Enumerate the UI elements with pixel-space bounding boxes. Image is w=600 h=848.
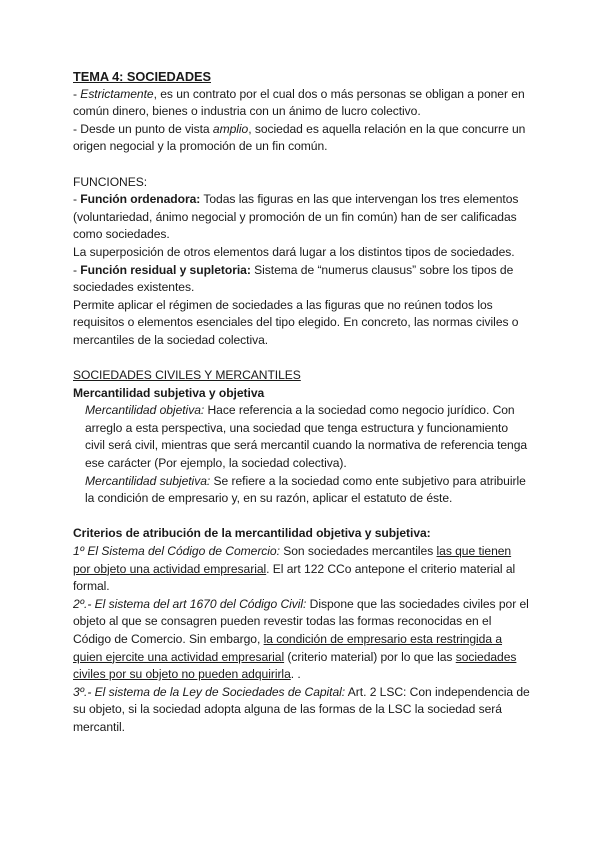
criterio-2-text-end: . . [290,667,301,682]
funcion-residual [73,262,530,297]
funcion-ordenadora-note: La superposición de otros elementos dará lugar a los distintos tipos de sociedades. [73,244,515,259]
criterio-3-title: 3º.- El sistema de la Ley de Sociedades de Capital: [73,684,346,699]
criterio-3-text: Art. 2 LSC: Con independencia de su objeto, si la sociedad adopta alguna de las formas de la LSC la sociedad será mercantil. [73,684,530,734]
criterio-lsc [73,684,530,737]
term-subjetiva: Mercantilidad subjetiva: [85,473,211,488]
spacer [73,350,530,368]
criterio-2-text: Dispone que las sociedades civiles por el objeto al que se consagren pueden revestir todas las formas reconocidas en el Código de Comercio. Sin embargo, [73,596,529,646]
funcion-residual-label: Función residual y supletoria: [80,262,251,277]
section-heading-funciones: FUNCIONES: [73,174,148,189]
funcion-ordenadora-text: Todas las figuras en las que intervengan los tres elementos (voluntariedad, ánimo negocial y promoción de un fin común) han de ser calificadas como sociedades. [73,192,519,242]
page-title: TEMA 4: SOCIEDADES [73,69,211,84]
term-amplio: amplio [212,121,249,136]
section-heading-civiles: SOCIEDADES CIVILES Y MERCANTILES [73,368,301,383]
criterio-2-text-mid: (criterio material) por lo que las [284,649,456,664]
funcion-ordenadora-label: Función ordenadora: [80,192,201,207]
spacer [73,156,530,174]
criterio-2-underlined-a: la condición de empresario esta restringida a quien ejercite una actividad empresarial [73,632,503,664]
term-estrictamente: Estrictamente [80,86,154,101]
criterio-codigo-civil [73,596,530,684]
definition-broad [73,121,530,156]
criterio-1-text-end: . El art 122 CCo antepone el criterio material al formal. [73,561,516,594]
document-page [73,68,530,737]
criterio-2-underlined-b: sociedades civiles por su objeto no pueden adquirirla [73,649,517,682]
criterio-1-underlined: las que tienen por objeto una actividad empresarial [73,544,512,576]
funcion-residual-note: Permite aplicar el régimen de sociedades a las figuras que no reúnen todos los requisitos o elementos esenciales del tipo elegido. En concreto, las normas civiles o mercantiles de la sociedad colectiva. [73,297,519,347]
section-heading-criterios: Criterios de atribución de la mercantilidad objetiva y subjetiva: [73,526,431,541]
term-objetiva: Mercantilidad objetiva: [85,403,205,418]
mercantilidad-subjetiva-text: Se refiere a la sociedad como ente subjetivo para atribuirle la condición de empresario y, en su razón, aplicar el estatuto de éste. [85,473,526,506]
dash: - [73,262,81,277]
definition-strict-text: , es un contrato por el cual dos o más personas se obligan a poner en común dinero, bienes o industria con un ánimo de lucro colectivo. [73,86,525,119]
criterio-1-text: Son sociedades mercantiles [279,544,437,559]
definition-strict [73,86,530,121]
criterio-1-title: 1º El Sistema del Código de Comercio: [73,544,280,559]
dash: - [73,192,81,207]
criterio-codigo-comercio [73,543,530,596]
funcion-ordenadora [73,191,530,244]
subheading-mercantilidad: Mercantilidad subjetiva y objetiva [73,385,265,400]
funcion-residual-text: Sistema de “numerus clausus” sobre los tipos de sociedades existentes. [73,262,514,295]
definition-broad-text: , sociedad es aquella relación en la que concurre un origen negocial y la promoción de un fin común. [73,121,526,154]
mercantilidad-subjetiva [73,473,530,508]
mercantilidad-objetiva [73,402,530,472]
mercantilidad-objetiva-text: Hace referencia a la sociedad como negocio jurídico. Con arreglo a esta perspectiva, una sociedad que tenga estructura y funcionamiento civil será civil, mientras que será mercantil cuando la normativa de referencia tenga ese carácter (Por ejemplo, la sociedad colectiva). [85,403,528,471]
criterio-2-title: 2º.- El sistema del art 1670 del Código Civil: [73,596,307,611]
definition-broad-lead: - Desde un punto de vista [73,121,213,136]
spacer [73,508,530,526]
dash: - [73,86,81,101]
